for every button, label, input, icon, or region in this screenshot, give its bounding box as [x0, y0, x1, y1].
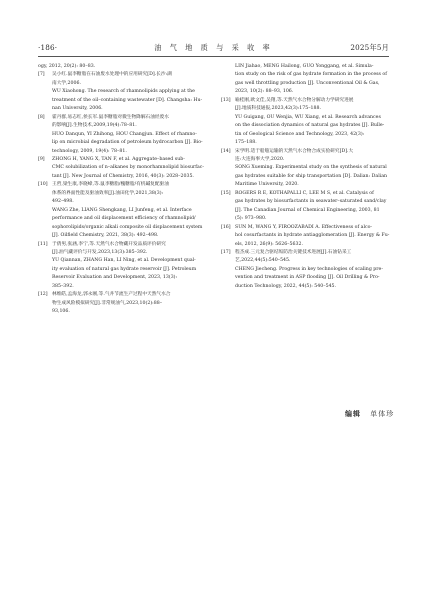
- reference-line: 南大学,2006.: [52, 80, 81, 86]
- reference-line: tion study on the risk of gas hydrate formation in the process of: [235, 72, 387, 78]
- reference-line: 492–498.: [52, 199, 74, 205]
- reference-number: [13]: [221, 97, 231, 103]
- reference-line: 艺,2022,44(5):540–545.: [235, 258, 291, 264]
- reference-number: [9]: [38, 156, 45, 162]
- reference-line: (5): 973–980.: [235, 216, 267, 222]
- reference-line: [J]. Oilfield Chemistry, 2021, 38(3): 492–498.: [52, 233, 159, 239]
- reference-number: [12]: [38, 292, 48, 298]
- reference-line: tant [J]. New Journal of Chemistry, 2016, 40(3): 2028–2035.: [52, 173, 194, 179]
- editor-credit: [345, 409, 394, 419]
- left-column: [38, 63, 204, 317]
- reference-7: [38, 71, 204, 113]
- reference-line: Maritime University, 2020.: [235, 182, 299, 188]
- reference-line: technology, 2009, 19(4): 78–81.: [52, 148, 127, 154]
- reference-line: SONG Xueming. Experimental study on the synthesis of natural: [235, 165, 387, 171]
- reference-line: 宋学明.适于船舶运输的天然气水合物合成实验研究[D].大: [235, 148, 354, 154]
- reference-number: [14]: [221, 148, 231, 154]
- reference-line: gas well throttling production [J]. Unconventional Oil & Gas,: [235, 80, 380, 86]
- reference-number: [8]: [38, 114, 45, 120]
- reference-line: 吴小红.鼠李糖脂在石油废水处理中的应用研究[D].长沙:湖: [52, 72, 172, 78]
- reference-line: ogy, 2012, 20(2): 80–83.: [38, 64, 96, 69]
- reference-line: 物生成风险模拟研究[J].非常规油气,2023,10(2):88–: [52, 300, 163, 306]
- reference-17: [221, 249, 387, 291]
- reference-line: [J]. The Canadian Journal of Chemical Engineering, 2003, 81: [235, 207, 380, 213]
- reference-10: [38, 181, 204, 240]
- reference-line: hol cosurfactants in hydrate antiagglomeration [J]. Energy & Fu-: [235, 233, 390, 239]
- reference-line: WU Xiaohong. The research of rhamnolipids applying at the: [52, 89, 195, 95]
- reference-line: on the dissociation dynamics of natural gas hydrates [J]. Bulle-: [235, 123, 385, 129]
- reference-line: 385–392.: [52, 283, 74, 289]
- reference-line: ity evaluation of natural gas hydrate reservoir [J]. Petroleum: [52, 266, 197, 272]
- reference-13: [221, 97, 387, 148]
- reference-line: 王哲,梁生康,李晓峰,等.鼠李糖脂/槐糖脂/有机碱复配驱油: [52, 182, 169, 188]
- reference-number: [10]: [38, 182, 48, 188]
- reference-line: duction Technology, 2022, 44(5): 540–545.: [235, 283, 337, 289]
- reference-8: [38, 114, 204, 156]
- reference-line: 2023, 10(2): 88–93, 106.: [235, 89, 294, 95]
- header-rule: [38, 56, 389, 57]
- reference-continuation: [221, 63, 387, 97]
- editor-label: 编辑: [345, 409, 361, 418]
- reference-line: [J].地质科技通报,2023,42(3):175–188.: [235, 106, 321, 112]
- reference-line: ROGERS R E, KOTHAPALLI C, LEE M S, et al. Catalysis of: [235, 190, 374, 196]
- reference-line: 93,106.: [52, 309, 70, 315]
- reference-number: [16]: [221, 224, 231, 230]
- reference-line: 175–188.: [235, 140, 257, 146]
- issue-date: 2025年5月: [350, 43, 389, 52]
- reference-16: [221, 224, 390, 249]
- reference-line: gas hydrates by biosurfactants in seawater–saturated sand/clay: [235, 199, 387, 205]
- reference-line: tin of Geological Science and Technology, 2023, 42(3):: [235, 131, 365, 137]
- reference-line: 林维皓,孟海龙,郭永刚,等.气井节流生产过程中天然气水合: [52, 292, 171, 298]
- reference-line: LIN Jiahao, MENG Hailong, GUO Yonggang, et al. Simula-: [235, 64, 374, 69]
- reference-line: nan University, 2006.: [52, 106, 103, 112]
- reference-line: vention and treatment in ASP flooding [J]. Oil Drilling & Pro-: [235, 275, 380, 281]
- right-column: [221, 63, 390, 291]
- reference-line: 体系的界面性能及驱油效率[J].油田化学,2021,38(3):: [52, 190, 164, 196]
- reference-line: Reservoir Evaluation and Development, 2023, 13(3):: [52, 275, 178, 281]
- reference-11: [38, 241, 204, 292]
- reference-line: 喻桂刚,欧文佳,吴翔,等.天然气水合物分解动力学研究进展: [235, 97, 354, 103]
- reference-number: [7]: [38, 72, 45, 78]
- page-number: ·186·: [38, 43, 58, 52]
- page-header: [38, 43, 389, 55]
- reference-line: els, 2012, 26(9): 5626–5632.: [235, 241, 303, 247]
- reference-line: lip on microbial degradation of petroleum hydrocarbon [J]. Bio-: [52, 140, 203, 146]
- reference-line: 霍丹群,易志红,侯长军.鼠李糖脂对微生物降解石油烃废水: [52, 114, 169, 120]
- reference-number: [17]: [221, 249, 231, 255]
- reference-line: treatment of the oil–containing wastewater [D]. Changsha: Hu-: [52, 97, 203, 103]
- reference-line: 程杰成.三元复合驱结垢防治关键技术进展[J].石油钻采工: [235, 249, 352, 255]
- reference-line: CHENG Jiecheng. Progress in key technologies of scaling pre-: [235, 266, 383, 272]
- reference-12: [38, 291, 204, 316]
- reference-9: [38, 156, 204, 181]
- editor-name: 单体珍: [370, 410, 395, 418]
- reference-line: YU Guigang, OU Wenjia, WU Xiang, et al. Research advances: [235, 114, 381, 120]
- reference-line: YU Qiannan, ZHANG Han, LI Ning, et al. Development qual-: [52, 258, 196, 264]
- reference-continuation: [38, 63, 204, 71]
- reference-line: 连:大连海事大学,2020.: [235, 156, 285, 162]
- reference-number: [11]: [38, 241, 48, 247]
- reference-number: [15]: [221, 190, 231, 196]
- reference-14: [221, 148, 387, 190]
- journal-title: 油 气 地 质 与 采 收 率: [154, 43, 273, 52]
- reference-line: gas hydrates suitable for ship transportation [D]. Dalian: Dalian: [235, 173, 388, 179]
- reference-line: 的影响[J].生物技术,2009,19(4):78–81.: [52, 123, 137, 129]
- reference-line: 于倩男,张涵,李宁,等.天然气水合物藏开发品质评价研究: [52, 241, 166, 247]
- reference-line: SUN M, WANG Y, FIROOZABADI A. Effectiveness of alco-: [235, 224, 372, 230]
- reference-line: CMC solubilization of n–alkanes by monorhamnolipid biosurfac-: [52, 165, 205, 171]
- reference-15: [221, 190, 387, 224]
- reference-line: WANG Zhe, LIANG Shengkang, LI Junfeng, et al. Interface: [52, 207, 192, 213]
- reference-line: ZHONG H, YANG X, TAN F, et al. Aggregate–based sub-: [52, 156, 185, 162]
- reference-line: HUO Danqun, YI Zhihong, HOU Changjun. Effect of rhamno-: [52, 131, 197, 137]
- reference-line: sophorolipids/organic alkali composite oil displacement system: [52, 224, 203, 230]
- reference-line: [J].油气藏评价与开发,2023,13(3):385–392.: [52, 249, 148, 255]
- reference-line: performance and oil displacement efficiency of rhamnolipid/: [52, 216, 196, 222]
